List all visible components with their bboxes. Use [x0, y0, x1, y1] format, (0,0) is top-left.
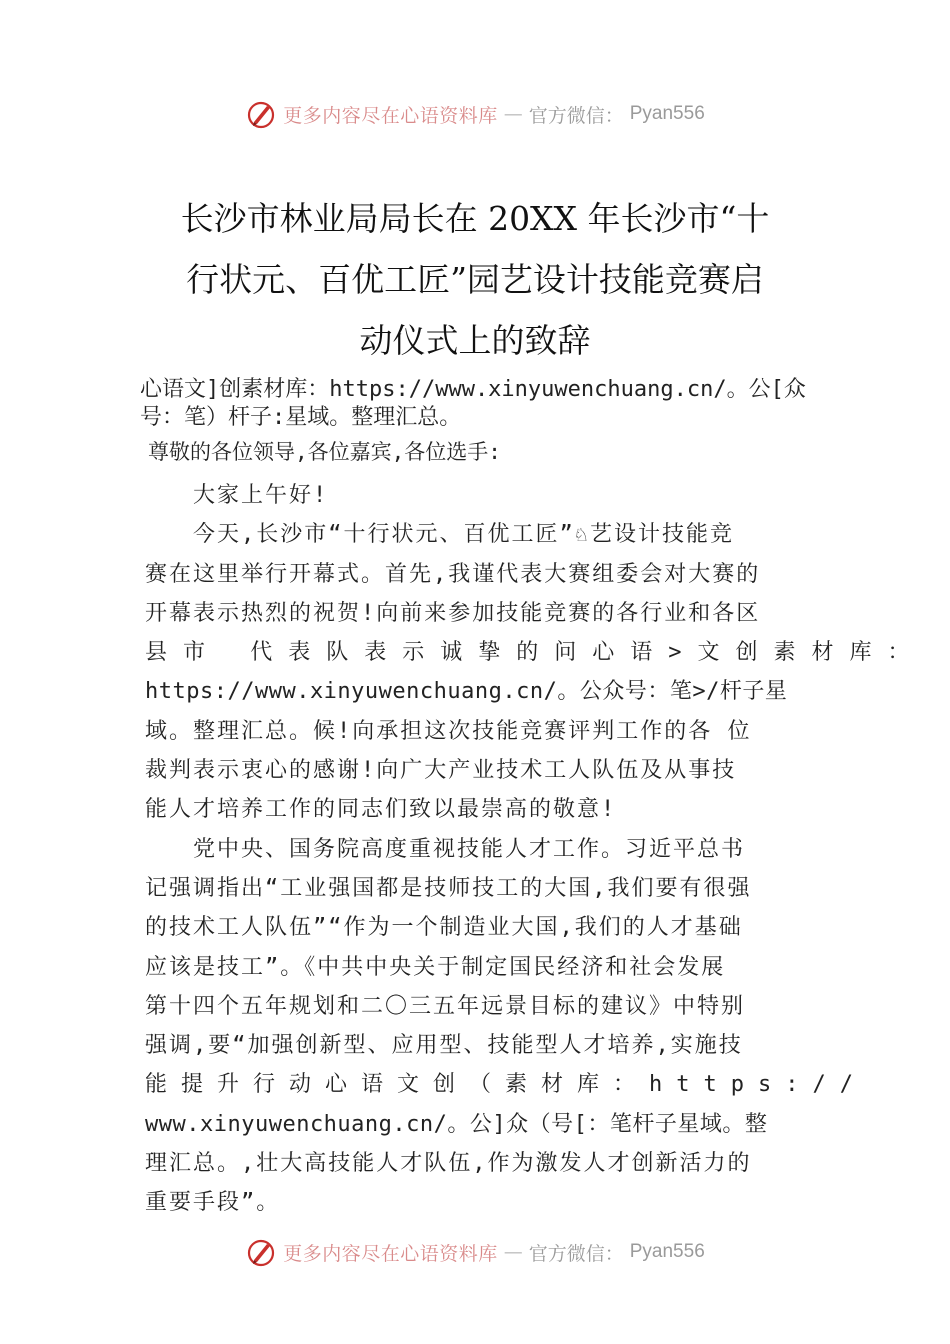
body-line: 强调,要“加强创新型、应用型、技能型人才培养,实施技: [145, 1033, 743, 1059]
pen-logo-icon: [245, 1236, 277, 1268]
banner-account: Pyan556: [629, 103, 705, 124]
banner-main-text: 更多内容尽在心语资料库: [283, 104, 498, 127]
body-line: 重要手段”。: [145, 1190, 281, 1216]
document-title: [150, 188, 800, 371]
body-line: 开幕表示热烈的祝贺!向前来参加技能竞赛的各行业和各区: [145, 600, 761, 626]
title-line-3: 动仪式上的致辞: [359, 321, 591, 360]
body-line: 今天,长沙市“十行状元、百优工匠”♘艺设计技能竞: [193, 522, 734, 548]
body-line: 能提升行动心语文创（素材库：https://: [145, 1072, 867, 1098]
body-text: [145, 476, 926, 1223]
body-line: 县市 代表队表示诚挚的问心语>文创素材库：: [145, 640, 926, 666]
body-line: 能人才培养工作的同志们致以最崇高的敬意!: [145, 797, 617, 823]
body-line: 记强调指出“工业强国都是技师技工的大国,我们要有很强: [145, 875, 752, 901]
title-line-1: 长沙市林业局局长在 20XX 年长沙市“十: [180, 199, 770, 238]
body-line: 理汇总。,壮大高技能人才队伍,作为激发人才创新活力的: [145, 1151, 752, 1177]
header-banner: [0, 94, 950, 134]
pen-logo-icon: [245, 98, 277, 130]
watermark-line-1: 心语文]创素材库：https://www.xinyuwenchuang.cn/。公[众: [140, 377, 806, 402]
banner-label: 官方微信：: [528, 1242, 624, 1265]
footer-banner: [0, 1232, 950, 1272]
body-line: 大家上午好!: [193, 483, 329, 508]
body-line: https://www.xinyuwenchuang.cn/。公众号：笔>/杆子星: [145, 679, 788, 705]
salutation: 尊敬的各位领导,各位嘉宾,各位选手:: [148, 440, 501, 464]
body-line: 第十四个五年规划和二〇三五年远景目标的建议》中特别: [145, 993, 746, 1019]
body-line: 应该是技工”。《中共中央关于制定国民经济和社会发展: [145, 954, 726, 980]
title-line-2: 行状元、百优工匠”园艺设计技能竞赛启: [186, 260, 764, 299]
banner-label: 官方微信：: [528, 104, 624, 127]
watermark-line-2: 号：笔）杆子:星域。整理汇总。: [140, 405, 462, 430]
banner-main-text: 更多内容尽在心语资料库: [283, 1242, 498, 1265]
body-line: 的技术工人队伍”“作为一个制造业大国,我们的人才基础: [145, 915, 743, 941]
source-watermark: [140, 376, 840, 432]
banner-dash: —: [503, 103, 523, 125]
body-line: 裁判表示衷心的感谢!向广大产业技术工人队伍及从事技: [145, 758, 737, 784]
banner-dash: —: [503, 1241, 523, 1263]
body-line: www.xinyuwenchuang.cn/。公]众（号[：笔杆子星域。整: [145, 1111, 768, 1137]
body-line: 赛在这里举行开幕式。首先,我谨代表大赛组委会对大赛的: [145, 561, 761, 587]
body-line: 域。整理汇总。候!向承担这次技能竞赛评判工作的各 位: [145, 718, 752, 744]
body-line: 党中央、国务院高度重视技能人才工作。习近平总书: [193, 836, 746, 862]
banner-account: Pyan556: [629, 1241, 705, 1262]
